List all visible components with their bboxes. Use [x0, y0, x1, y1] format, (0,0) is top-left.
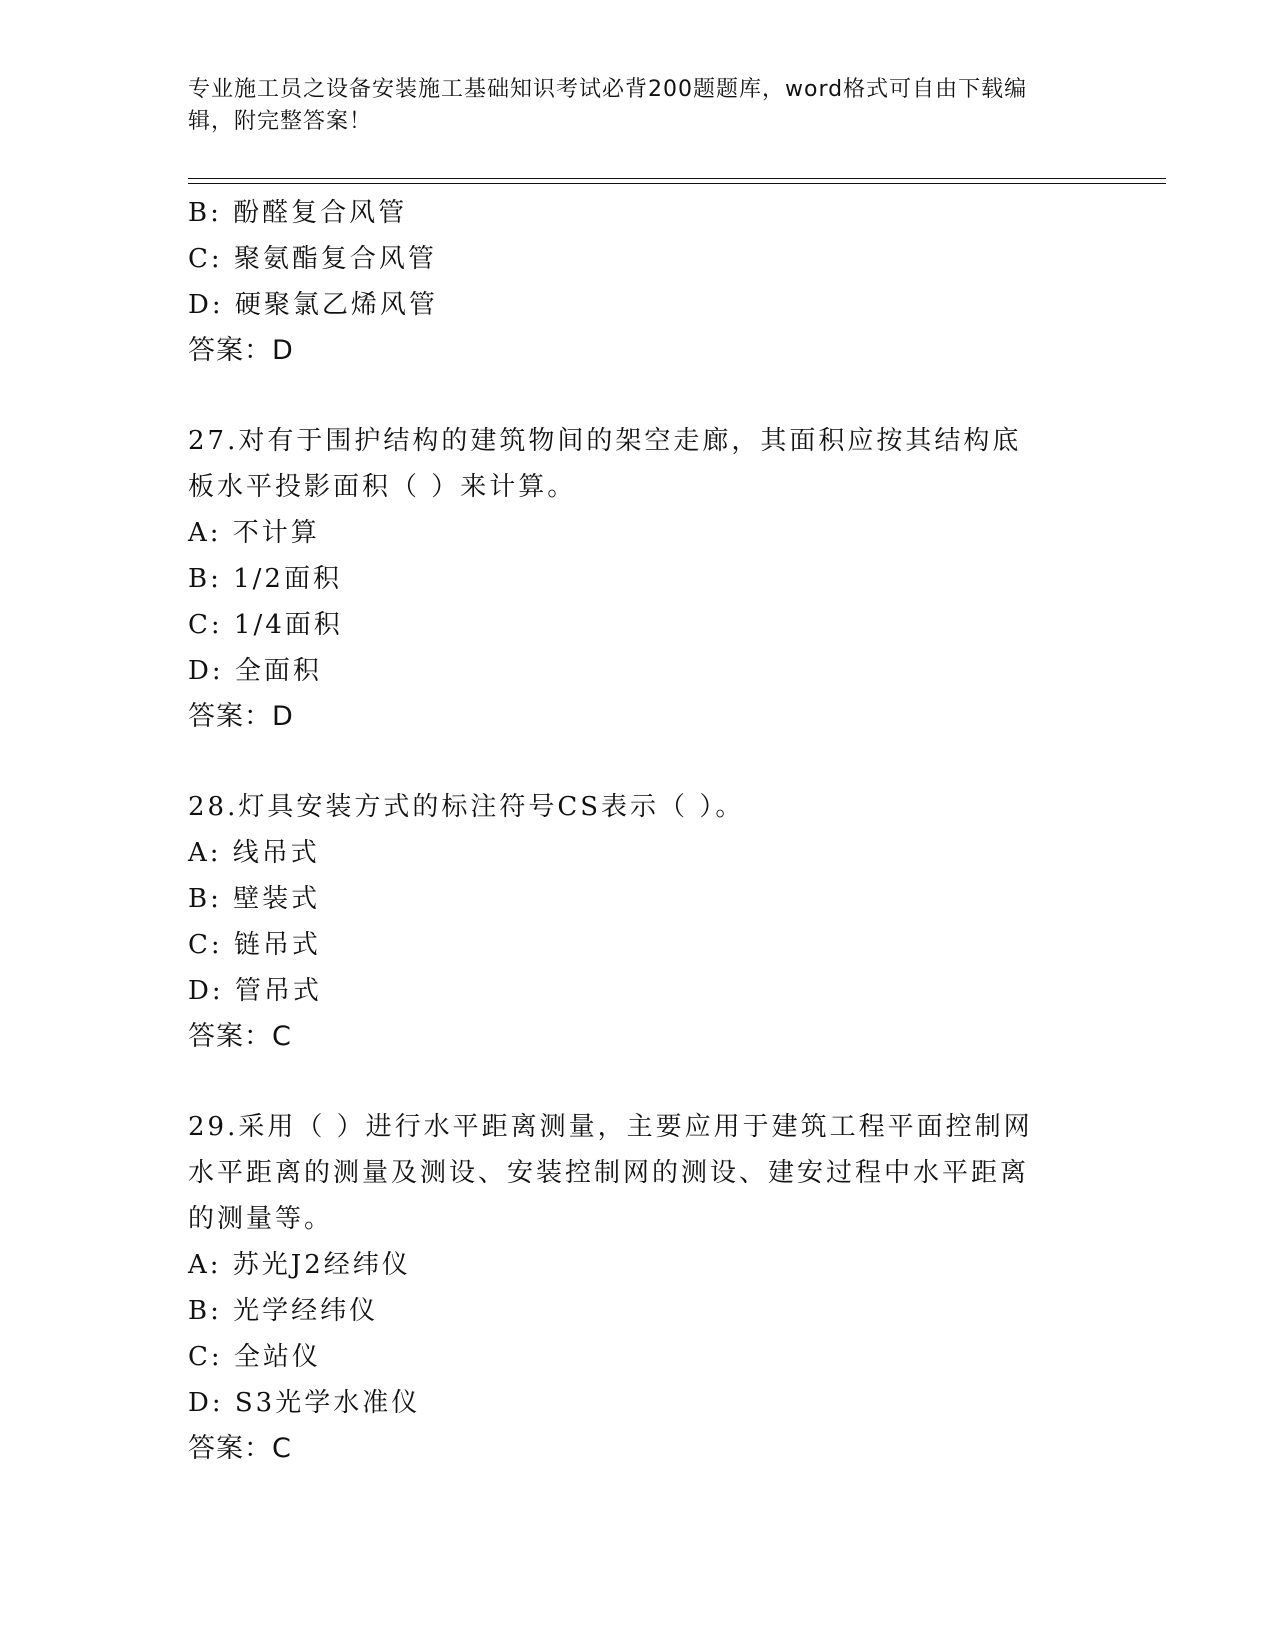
answer-line: 答案：C: [188, 1021, 292, 1052]
option-b: B: 光学经纬仪: [188, 1296, 379, 1326]
option-d: D: 全面积: [188, 656, 322, 686]
question-28-block: [188, 784, 1088, 1060]
option-a: A: 不计算: [188, 518, 320, 548]
option-b: B: 酚醛复合风管: [188, 198, 408, 228]
question-29-text: 29.采用（ ）进行水平距离测量，主要应用于建筑工程平面控制网水平距离的测量及测设、安装控制网的测设、建安过程中水平距离的测量等。: [188, 1112, 1033, 1234]
header-divider-bottom: [188, 183, 1166, 184]
option-d: D: 硬聚氯乙烯风管: [188, 290, 438, 320]
option-a: A: 苏光J2经纬仪: [188, 1250, 411, 1280]
partial-question-block: [188, 190, 1088, 374]
option-d: D: S3光学水准仪: [188, 1388, 421, 1418]
question-28-text: 28.灯具安装方式的标注符号CS表示（ ）。: [188, 792, 745, 822]
document-header: 专业施工员之设备安装施工基础知识考试必背200题题库，word格式可自由下载编辑，附完整答案！: [188, 77, 1028, 134]
option-c: C: 链吊式: [188, 930, 321, 960]
option-b: B: 1/2面积: [188, 564, 342, 594]
question-27-block: [188, 418, 1088, 740]
question-29-block: [188, 1104, 1088, 1472]
answer-line: 答案：D: [188, 335, 294, 366]
option-c: C: 全站仪: [188, 1342, 321, 1372]
header-divider-top: [188, 178, 1166, 179]
answer-line: 答案：D: [188, 701, 294, 732]
option-b: B: 壁装式: [188, 884, 321, 914]
option-a: A: 线吊式: [188, 838, 320, 868]
question-27-text: 27.对有于围护结构的建筑物间的架空走廊，其面积应按其结构底板水平投影面积（ ）来计算。: [188, 426, 1022, 502]
option-c: C: 聚氨酯复合风管: [188, 244, 437, 274]
option-c: C: 1/4面积: [188, 610, 343, 640]
question-content: [188, 190, 1088, 1472]
answer-line: 答案：C: [188, 1433, 292, 1464]
option-d: D: 管吊式: [188, 976, 322, 1006]
